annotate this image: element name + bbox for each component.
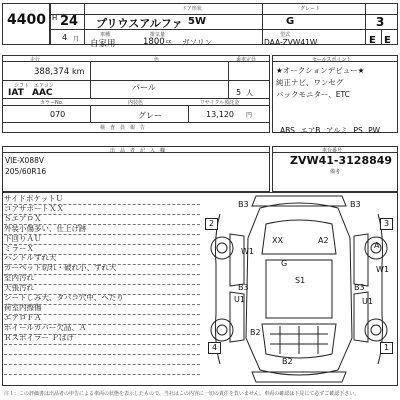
damage-marker: W1 (241, 247, 254, 256)
seller-note-line: VIE-X088V (5, 156, 44, 165)
door-type: 5W (188, 16, 206, 27)
chassis-sub-label: 備考 (330, 169, 341, 175)
recycle-fee-unit: 円 (246, 112, 253, 119)
recycle-fee: 13,120 (206, 110, 234, 119)
remark-line: ＳエアロＸ (4, 213, 42, 223)
damage-box: 2 (205, 218, 218, 230)
interior-color-label: 内装色 (128, 100, 144, 106)
damage-marker: B3 (238, 200, 249, 209)
seller-notes-label: 出 品 者 記 入 欄 (110, 148, 166, 154)
damage-marker: XX (272, 236, 283, 245)
shift-label: シフト (14, 83, 30, 89)
car-damage-diagram (200, 194, 398, 384)
remark-line: カーペット切れ・破れ小、すれ大 (4, 263, 117, 273)
lot-number: 4400 (7, 12, 46, 28)
displacement: 1800 (143, 37, 165, 47)
equipment-item: ABS (280, 126, 295, 135)
seats: 5 (236, 88, 242, 97)
chassis-number: ZVW41-3128849 (290, 154, 393, 167)
tax-label: リサイクル預託金 (200, 100, 240, 106)
ac-label: エアコン (34, 83, 54, 89)
damage-marker: U1 (362, 297, 373, 306)
sales-point: 純正ナビ、ワンセグ (276, 78, 344, 87)
damage-marker: G (281, 259, 288, 268)
remark-line: サイドボケットＵ (4, 194, 64, 203)
remark-line: コアサポートＸＸ (4, 203, 64, 213)
remark-line: エアロＦＡ (4, 312, 42, 322)
remark-line: ミラーＸ (4, 243, 34, 253)
interior-color: グレー (138, 111, 162, 120)
damage-marker: U1 (234, 295, 245, 304)
damage-box: 1 (380, 342, 393, 354)
equipment-item: エアB (300, 126, 321, 135)
mileage: 388,374 (34, 67, 70, 77)
seats-unit: 人 (246, 89, 253, 97)
lot-number-box (2, 3, 50, 45)
month: 4 (62, 33, 68, 42)
footer-note: 注１：この評価書は出品者の申告による車両の状態を表示したもので、当社はこの内容に一切の責任を負いません。車両の確認は下見にて必ずご確認下さい。 (4, 391, 360, 397)
month-unit: 月 (73, 36, 80, 43)
equipment-item: PW (368, 126, 381, 135)
remark-line: 下回りＡＵ (4, 233, 42, 243)
color: パール (132, 83, 156, 92)
era: H (52, 14, 58, 22)
damage-marker: A2 (318, 236, 329, 245)
seats-label: 乗車定員 (236, 57, 257, 63)
remark-line: ホイールカバー欠品、Ａ (4, 322, 87, 332)
mileage-label: 走行 (30, 57, 41, 63)
remark-line: 外装小傷多い、仕上げ跡 (4, 223, 87, 233)
damage-marker: B3 (350, 200, 361, 209)
damage-box: 4 (208, 342, 221, 354)
sales-point: ★オークションデビュー★ (276, 66, 365, 75)
remark-line: Ｒスポイラー Ｐはげ (4, 332, 74, 342)
year: 24 (60, 14, 79, 29)
remark-line: シートしみ大、タバコ穴中、へたり (4, 293, 124, 303)
sales-point: バックモニター、ETC (276, 90, 350, 99)
remark-line: ハンドルすれ大 (4, 253, 57, 263)
remark-line: 荷室内擦傷 (4, 302, 42, 312)
grade-label: グレード (300, 6, 321, 12)
grade: G (286, 16, 295, 27)
sales-points-label: セールスポイント (312, 57, 352, 63)
damage-marker: B2 (282, 357, 293, 366)
color-label: 色 (154, 57, 160, 63)
damage-marker: A (374, 241, 380, 250)
equipment-item: PS (353, 126, 363, 135)
damage-marker: S1 (295, 276, 306, 285)
damage-box: 3 (380, 218, 393, 230)
damage-marker: B3 (354, 283, 365, 292)
displacement-label: 排気量 (150, 32, 166, 38)
mileage-unit: km (72, 67, 85, 76)
fuel-type: ガソリン (182, 38, 212, 47)
model-code-label: 型式 (280, 32, 291, 38)
vehicle-type-label: 車種 (100, 32, 111, 38)
model-name: プリウスアルファ (96, 17, 183, 30)
damage-marker: W1 (376, 265, 389, 274)
ac: AAC (32, 88, 53, 98)
remarks-list (4, 194, 124, 343)
remark-line: 室内汚れ (4, 273, 34, 283)
exterior-score: E (384, 35, 391, 46)
interior-score: E (369, 35, 376, 46)
equipment-row (280, 125, 380, 136)
rating-score: 3 (376, 15, 385, 29)
displacement-unit: cc (166, 39, 172, 45)
door-label: ドア形状 (182, 6, 202, 12)
chassis-label: 車台番号 (322, 148, 343, 154)
equipment-item: アルミ (325, 126, 349, 135)
damage-marker: B3 (238, 283, 249, 292)
model-code: DAA-ZVW41W (264, 38, 318, 47)
vehicle-type: 自家用 (90, 39, 116, 49)
seller-note-line: 205/60R16 (5, 167, 47, 176)
color-no: 070 (50, 110, 66, 119)
sales-points-list (276, 65, 364, 101)
remark-line: 天張汚れ (4, 283, 34, 293)
color-no-label: カラーNo. (40, 100, 64, 106)
inspection-label: 検 査 員 報 告 (100, 125, 146, 131)
shift: IAT (8, 88, 24, 98)
damage-marker: B2 (250, 328, 261, 337)
